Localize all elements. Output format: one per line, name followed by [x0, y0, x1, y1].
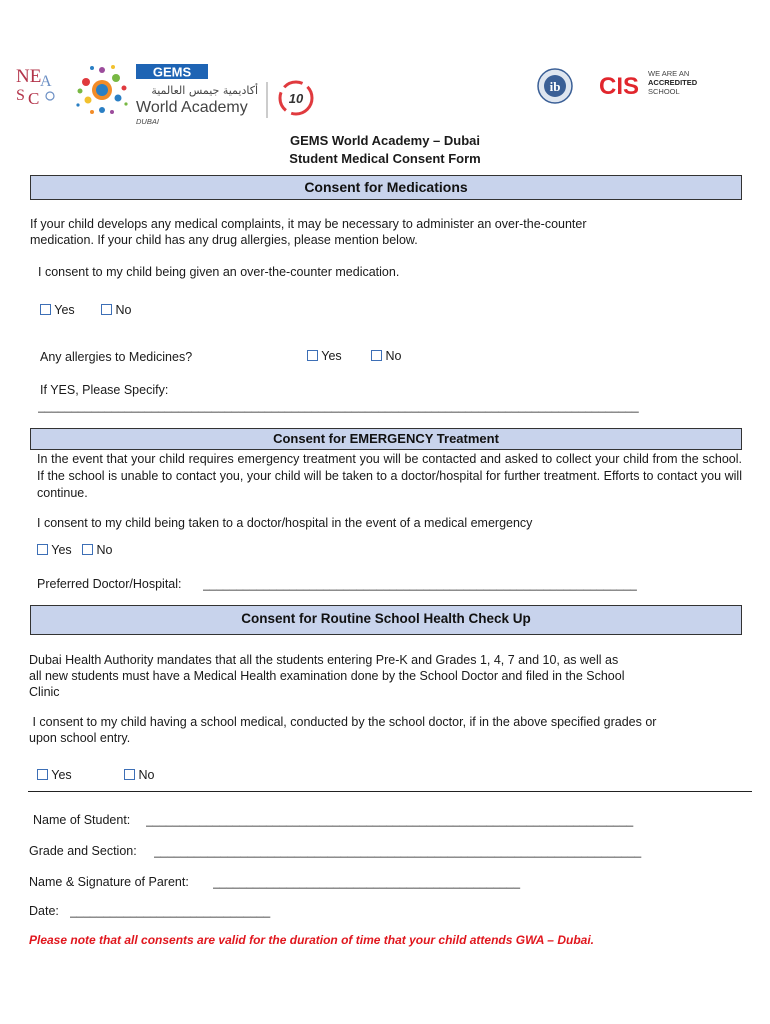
checkbox-icon[interactable]: [40, 304, 51, 315]
medications-intro-line-1: If your child develops any medical complaints, it may be necessary to administer an over-the-counter: [30, 217, 587, 231]
cis-tagline-3: SCHOOL: [648, 87, 680, 96]
cis-tagline-1: WE ARE AN: [648, 69, 690, 78]
checkbox-icon[interactable]: [82, 544, 93, 555]
gems-text: GEMS: [152, 64, 192, 80]
yes-label: Yes: [54, 303, 75, 317]
checkbox-icon[interactable]: [307, 350, 318, 361]
neasc-text-a: A: [40, 73, 52, 90]
emergency-intro: In the event that your child requires emergency treatment you will be contacted and asked to collect your child from the school. If the school is unable to contact you, your child will be taken to a doctor/hospital for further treatment. Efforts to contact you will continue.: [37, 452, 742, 500]
health-check-consent-line-1: I consent to my child having a school medical, conducted by the school doctor, if in the above specified grades or: [29, 715, 657, 729]
accreditation-logos: [535, 62, 715, 112]
parent-signature-field[interactable]: ______________________________________________: [213, 875, 520, 889]
ten-year-anniversary-icon: [280, 82, 312, 114]
cis-tagline-2: ACCREDITED: [648, 78, 698, 87]
medication-consent-yes-option[interactable]: [40, 303, 75, 317]
medications-intro-line-2: medication. If your child has any drug allergies, please mention below.: [30, 233, 418, 247]
yes-label: Yes: [51, 543, 72, 557]
allergies-question: Any allergies to Medicines?: [40, 350, 193, 364]
section-divider: [28, 791, 752, 792]
medication-consent-no-option[interactable]: [101, 303, 131, 317]
cis-text: CIS: [599, 73, 640, 100]
neasc-text-ne: NE: [16, 66, 42, 87]
section-header-health-check: Consent for Routine School Health Check Up: [30, 605, 742, 635]
emergency-consent-no-option[interactable]: [82, 543, 112, 557]
world-academy-text: World Academy: [136, 99, 248, 116]
section-header-medications: Consent for Medications: [30, 175, 742, 200]
ib-text: ib: [549, 79, 561, 94]
emergency-consent-yes-option[interactable]: [37, 543, 72, 557]
allergies-specify-label: If YES, Please Specify:: [40, 383, 169, 397]
student-name-label: Name of Student:: [33, 813, 131, 827]
date-field[interactable]: ______________________________: [70, 904, 271, 918]
gems-globe-icon: [76, 65, 127, 114]
checkbox-icon[interactable]: [124, 769, 135, 780]
preferred-doctor-field[interactable]: _________________________________________________________________: [203, 577, 637, 591]
health-check-intro-line-1: Dubai Health Authority mandates that all the students entering Pre-K and Grades 1, 4, 7 and 10, as well as: [29, 653, 619, 667]
anniversary-number: 10: [288, 91, 304, 106]
neasc-text-s: S: [16, 87, 25, 104]
health-check-consent-line-2: upon school entry.: [29, 731, 131, 745]
health-check-intro-line-3: Clinic: [29, 685, 60, 699]
grade-section-label: Grade and Section:: [29, 844, 137, 858]
allergies-specify-field[interactable]: __________________________________________________________________________________________: [38, 399, 639, 413]
gems-wordmark: [136, 64, 258, 126]
allergies-yes-option[interactable]: [307, 349, 342, 363]
ib-logo-icon: [538, 69, 572, 103]
yes-label: Yes: [51, 768, 72, 782]
no-label: No: [115, 303, 132, 317]
no-label: No: [385, 349, 402, 363]
neasc-text-c: C: [28, 89, 40, 108]
dubai-text: DUBAI: [136, 117, 159, 126]
checkbox-icon[interactable]: [101, 304, 112, 315]
medication-consent-statement: I consent to my child being given an over-the-counter medication.: [38, 265, 400, 279]
date-label: Date:: [29, 904, 59, 918]
health-check-yes-option[interactable]: [37, 768, 72, 782]
emergency-consent-statement: I consent to my child being taken to a doctor/hospital in the event of a medical emergency: [37, 516, 533, 530]
section-header-emergency: Consent for EMERGENCY Treatment: [30, 428, 742, 450]
checkbox-icon[interactable]: [37, 769, 48, 780]
arabic-school-name: أكاديمية جيمس العالمية: [151, 84, 258, 97]
student-name-field[interactable]: _________________________________________________________________________: [146, 813, 634, 827]
school-logos-left: [14, 60, 324, 130]
form-title-line-2: Student Medical Consent Form: [289, 151, 481, 166]
yes-label: Yes: [321, 349, 342, 363]
neasc-logo: [16, 66, 54, 108]
no-label: No: [96, 543, 113, 557]
allergies-no-option[interactable]: [371, 349, 401, 363]
checkbox-icon[interactable]: [371, 350, 382, 361]
parent-signature-label: Name & Signature of Parent:: [29, 875, 189, 889]
cis-logo: [599, 69, 698, 100]
checkbox-icon[interactable]: [37, 544, 48, 555]
health-check-no-option[interactable]: [124, 768, 154, 782]
preferred-doctor-label: Preferred Doctor/Hospital:: [37, 577, 182, 591]
health-check-intro-line-2: all new students must have a Medical Health examination done by the School Doctor and filed in the School: [29, 669, 625, 683]
validity-note: Please note that all consents are valid for the duration of time that your child attends GWA – Dubai.: [29, 933, 594, 947]
no-label: No: [138, 768, 155, 782]
form-title-line-1: GEMS World Academy – Dubai: [290, 133, 480, 148]
grade-section-field[interactable]: _________________________________________________________________________: [154, 844, 642, 858]
